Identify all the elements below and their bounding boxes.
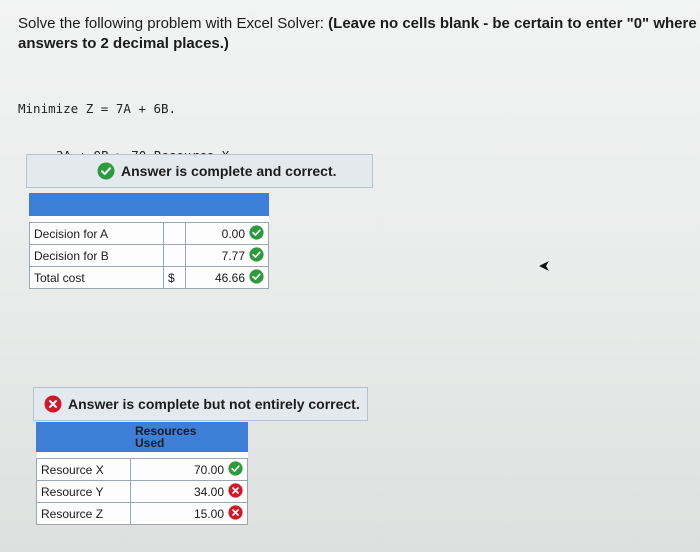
- currency-cell: $: [164, 267, 186, 289]
- table-row: [30, 245, 269, 267]
- cell-value: 70.00: [193, 462, 224, 477]
- currency-cell: [164, 223, 186, 245]
- row-label: Resource X: [37, 459, 131, 481]
- table-row: [37, 503, 248, 525]
- cell-value: 34.00: [193, 484, 224, 499]
- mouse-cursor-icon: [538, 259, 550, 277]
- resources-table: [36, 422, 248, 525]
- cell-value: 0.00: [221, 226, 245, 241]
- total-cost-cell[interactable]: [186, 267, 269, 289]
- x-icon: [228, 505, 243, 523]
- x-icon: [228, 483, 243, 501]
- problem-statement: [18, 14, 700, 54]
- problem-instruction-1: (Leave no cells blank - be certain to enter "0" where: [328, 15, 697, 32]
- cell-value: 46.66: [214, 270, 245, 285]
- decision-result-banner: [26, 154, 373, 188]
- table-row: [37, 459, 248, 481]
- table-header: [37, 423, 131, 452]
- resources-result-banner: [33, 387, 368, 421]
- x-icon: [44, 395, 62, 413]
- cell-value: 15.00: [193, 506, 224, 521]
- check-icon: [97, 162, 115, 180]
- objective-line: Minimize Z = 7A + 6B.: [18, 101, 177, 116]
- table-header: [30, 194, 269, 216]
- row-label: Total cost: [30, 267, 164, 289]
- check-icon: [249, 225, 264, 243]
- problem-intro: Solve the following problem with Excel Solver:: [18, 15, 329, 32]
- problem-instruction-2: answers to 2 decimal places.): [18, 35, 229, 52]
- currency-cell: [164, 245, 186, 267]
- table-row: [37, 481, 248, 503]
- resource-y-cell[interactable]: [131, 481, 248, 503]
- table-row: [30, 223, 269, 245]
- row-label: Decision for B: [30, 245, 164, 267]
- row-label: Resource Z: [37, 503, 131, 525]
- check-icon: [249, 269, 264, 287]
- check-icon: [228, 461, 243, 479]
- banner-text: Answer is complete but not entirely correct.: [68, 396, 360, 412]
- resource-z-cell[interactable]: [131, 503, 248, 525]
- row-label: Decision for A: [30, 223, 164, 245]
- resources-used-header: Resources Used: [131, 423, 248, 452]
- decision-b-cell[interactable]: [186, 245, 269, 267]
- row-label: Resource Y: [37, 481, 131, 503]
- resource-x-cell[interactable]: [131, 459, 248, 481]
- check-icon: [249, 247, 264, 265]
- cell-value: 7.77: [221, 248, 245, 263]
- banner-text: Answer is complete and correct.: [121, 163, 337, 179]
- table-row: [30, 267, 269, 289]
- decision-table: [29, 193, 269, 289]
- decision-a-cell[interactable]: [186, 223, 269, 245]
